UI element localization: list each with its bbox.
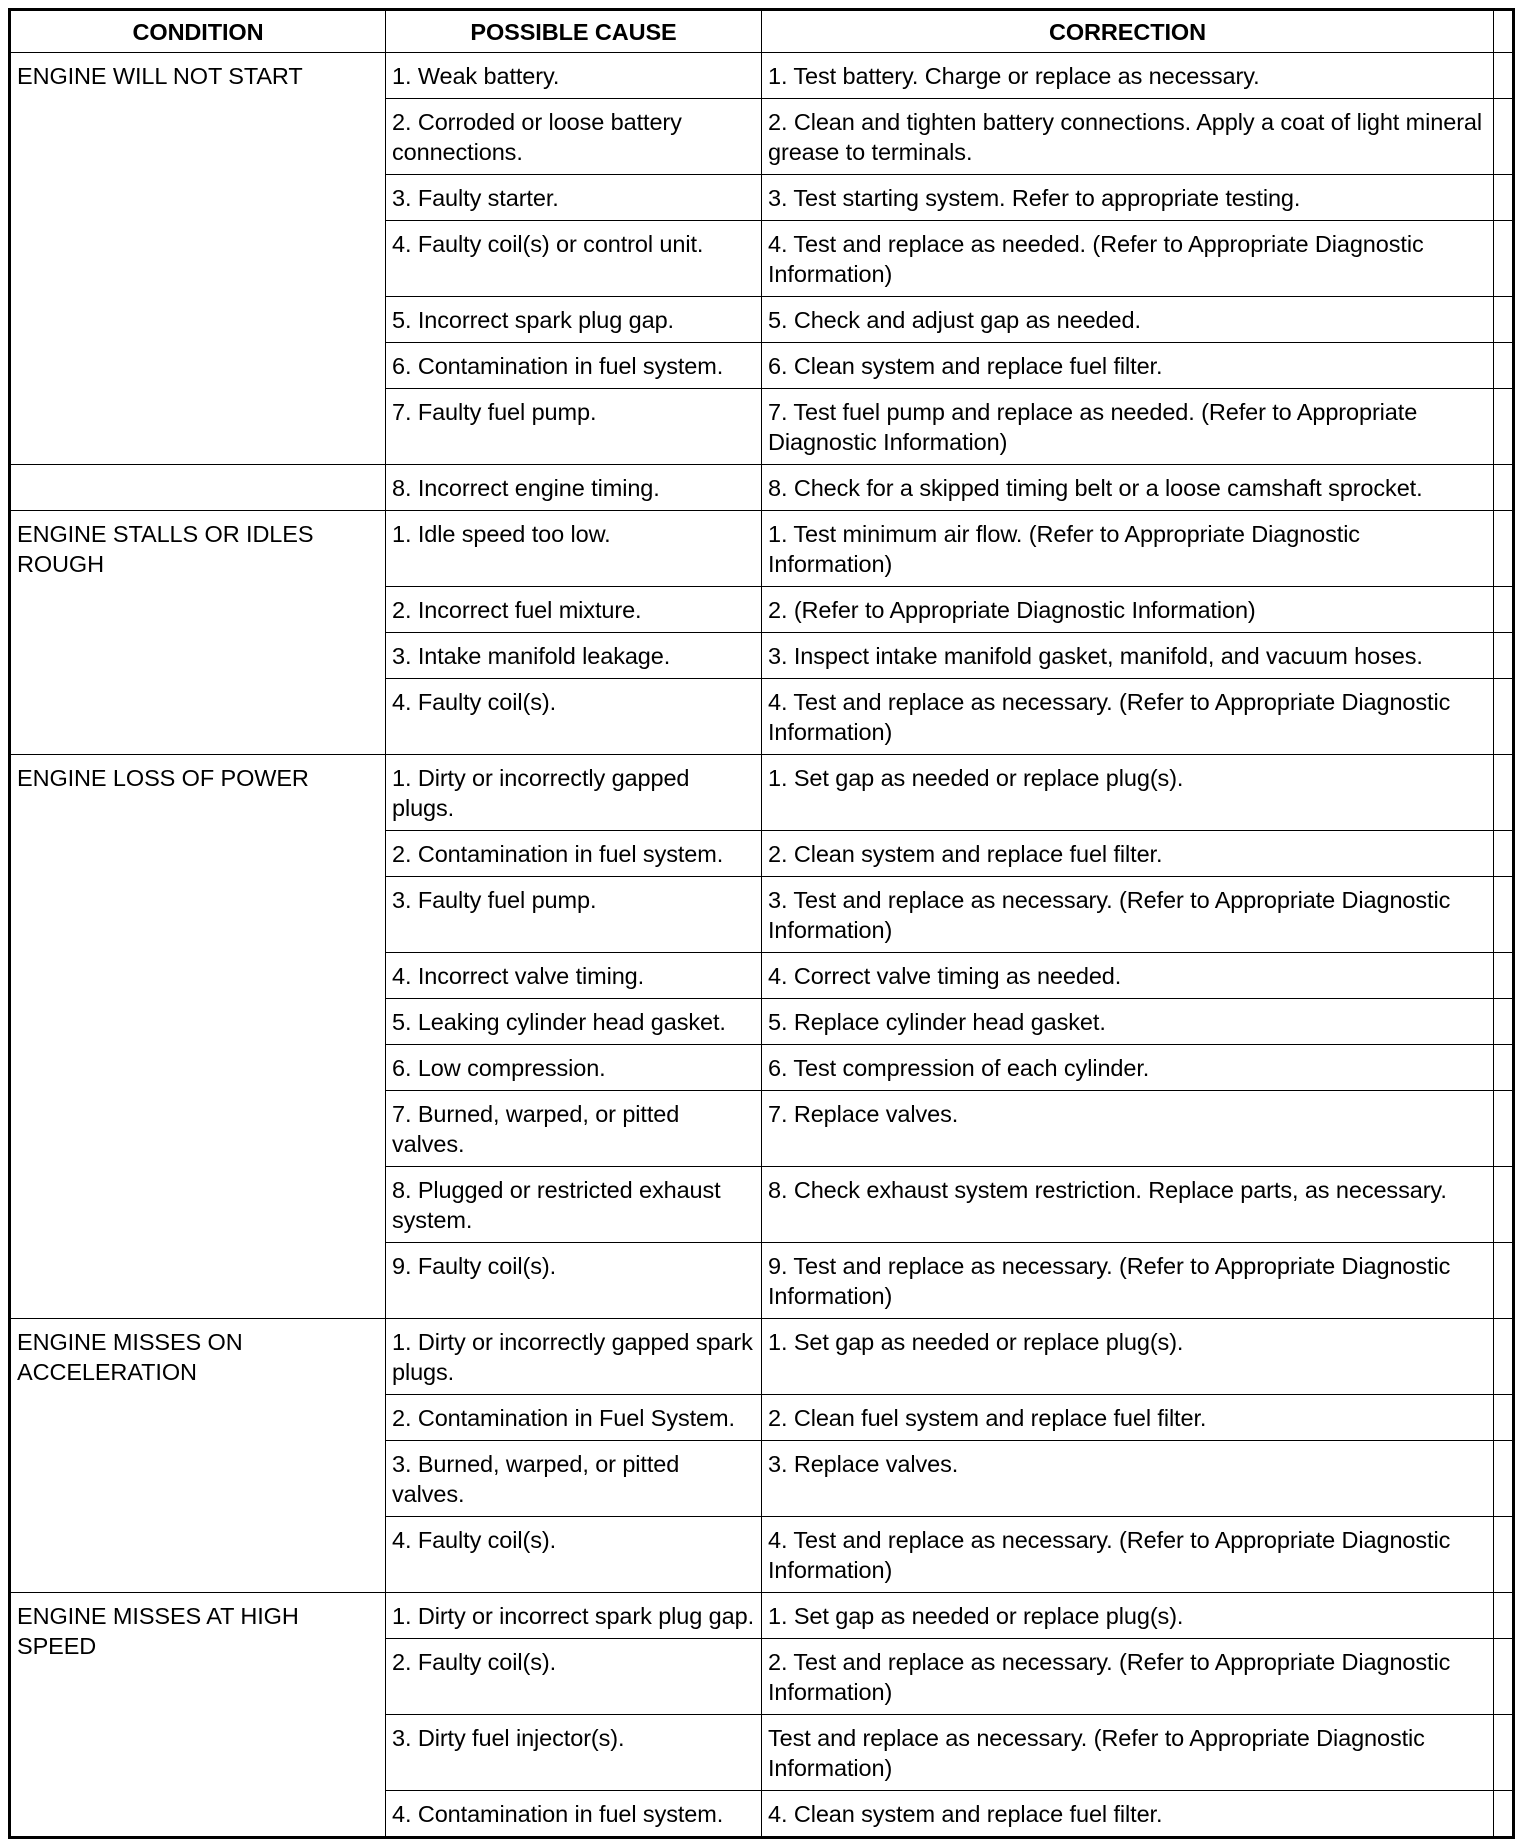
edge-strip: [1494, 1167, 1514, 1243]
edge-strip: [1494, 1791, 1514, 1838]
correction-cell: 4. Test and replace as needed. (Refer to Appropriate Diagnostic Information): [762, 221, 1494, 297]
possible-cause-cell: 3. Intake manifold leakage.: [386, 633, 762, 679]
edge-strip: [1494, 343, 1514, 389]
possible-cause-cell: 4. Faulty coil(s) or control unit.: [386, 221, 762, 297]
table-row: [10, 1319, 1514, 1395]
header-condition: CONDITION: [10, 10, 386, 53]
possible-cause-cell: 2. Corroded or loose battery connections.: [386, 99, 762, 175]
possible-cause-cell: 6. Contamination in fuel system.: [386, 343, 762, 389]
edge-strip: [1494, 1091, 1514, 1167]
correction-cell: 3. Inspect intake manifold gasket, manifold, and vacuum hoses.: [762, 633, 1494, 679]
correction-cell: 8. Check exhaust system restriction. Replace parts, as necessary.: [762, 1167, 1494, 1243]
possible-cause-cell: 1. Dirty or incorrect spark plug gap.: [386, 1593, 762, 1639]
table-row: [10, 511, 1514, 587]
possible-cause-cell: 4. Incorrect valve timing.: [386, 953, 762, 999]
edge-strip: [1494, 999, 1514, 1045]
possible-cause-cell: 8. Plugged or restricted exhaust system.: [386, 1167, 762, 1243]
edge-strip: [1494, 755, 1514, 831]
correction-cell: 1. Set gap as needed or replace plug(s).: [762, 1319, 1494, 1395]
possible-cause-cell: 4. Contamination in fuel system.: [386, 1791, 762, 1838]
edge-strip: [1494, 389, 1514, 465]
possible-cause-cell: 3. Faulty fuel pump.: [386, 877, 762, 953]
table-row: [10, 1593, 1514, 1639]
diagnosis-table: [8, 8, 1515, 1839]
correction-cell: 4. Clean system and replace fuel filter.: [762, 1791, 1494, 1838]
possible-cause-cell: 1. Dirty or incorrectly gapped spark plugs.: [386, 1319, 762, 1395]
correction-cell: 8. Check for a skipped timing belt or a loose camshaft sprocket.: [762, 465, 1494, 511]
correction-cell: 4. Test and replace as necessary. (Refer to Appropriate Diagnostic Information): [762, 679, 1494, 755]
possible-cause-cell: 2. Contamination in fuel system.: [386, 831, 762, 877]
edge-strip: [1494, 1593, 1514, 1639]
possible-cause-cell: 1. Idle speed too low.: [386, 511, 762, 587]
edge-strip: [1494, 1243, 1514, 1319]
edge-strip: [1494, 679, 1514, 755]
possible-cause-cell: 2. Incorrect fuel mixture.: [386, 587, 762, 633]
correction-cell: Test and replace as necessary. (Refer to Appropriate Diagnostic Information): [762, 1715, 1494, 1791]
correction-cell: 1. Test minimum air flow. (Refer to Appropriate Diagnostic Information): [762, 511, 1494, 587]
edge-strip: [1494, 1715, 1514, 1791]
correction-cell: 4. Correct valve timing as needed.: [762, 953, 1494, 999]
edge-strip: [1494, 1045, 1514, 1091]
possible-cause-cell: 3. Dirty fuel injector(s).: [386, 1715, 762, 1791]
correction-cell: 2. Clean system and replace fuel filter.: [762, 831, 1494, 877]
possible-cause-cell: 3. Burned, warped, or pitted valves.: [386, 1441, 762, 1517]
table-row: [10, 465, 1514, 511]
edge-strip: [1494, 99, 1514, 175]
correction-cell: 1. Set gap as needed or replace plug(s).: [762, 755, 1494, 831]
condition-cell: [10, 465, 386, 511]
correction-cell: 3. Test starting system. Refer to appropriate testing.: [762, 175, 1494, 221]
edge-strip: [1494, 1441, 1514, 1517]
edge-strip: [1494, 877, 1514, 953]
edge-strip: [1494, 297, 1514, 343]
table-row: [10, 755, 1514, 831]
possible-cause-cell: 2. Faulty coil(s).: [386, 1639, 762, 1715]
correction-cell: 2. (Refer to Appropriate Diagnostic Information): [762, 587, 1494, 633]
header-correction: CORRECTION: [762, 10, 1494, 53]
edge-strip: [1494, 10, 1514, 53]
possible-cause-cell: 5. Incorrect spark plug gap.: [386, 297, 762, 343]
possible-cause-cell: 4. Faulty coil(s).: [386, 679, 762, 755]
header-possible-cause: POSSIBLE CAUSE: [386, 10, 762, 53]
condition-cell: ENGINE MISSES ON ACCELERATION: [10, 1319, 386, 1593]
table-body: [10, 53, 1514, 1838]
correction-cell: 5. Replace cylinder head gasket.: [762, 999, 1494, 1045]
possible-cause-cell: 6. Low compression.: [386, 1045, 762, 1091]
possible-cause-cell: 2. Contamination in Fuel System.: [386, 1395, 762, 1441]
condition-cell: ENGINE MISSES AT HIGH SPEED: [10, 1593, 386, 1838]
correction-cell: 7. Test fuel pump and replace as needed. (Refer to Appropriate Diagnostic Information): [762, 389, 1494, 465]
condition-cell: ENGINE STALLS OR IDLES ROUGH: [10, 511, 386, 755]
correction-cell: 2. Clean fuel system and replace fuel filter.: [762, 1395, 1494, 1441]
correction-cell: 7. Replace valves.: [762, 1091, 1494, 1167]
edge-strip: [1494, 633, 1514, 679]
correction-cell: 5. Check and adjust gap as needed.: [762, 297, 1494, 343]
edge-strip: [1494, 1395, 1514, 1441]
condition-cell: ENGINE WILL NOT START: [10, 53, 386, 465]
edge-strip: [1494, 53, 1514, 99]
table-row: [10, 53, 1514, 99]
correction-cell: 4. Test and replace as necessary. (Refer to Appropriate Diagnostic Information): [762, 1517, 1494, 1593]
condition-cell: ENGINE LOSS OF POWER: [10, 755, 386, 1319]
possible-cause-cell: 1. Dirty or incorrectly gapped plugs.: [386, 755, 762, 831]
correction-cell: 2. Clean and tighten battery connections. Apply a coat of light mineral grease to terminals.: [762, 99, 1494, 175]
possible-cause-cell: 7. Faulty fuel pump.: [386, 389, 762, 465]
correction-cell: 1. Test battery. Charge or replace as necessary.: [762, 53, 1494, 99]
possible-cause-cell: 5. Leaking cylinder head gasket.: [386, 999, 762, 1045]
correction-cell: 2. Test and replace as necessary. (Refer to Appropriate Diagnostic Information): [762, 1639, 1494, 1715]
possible-cause-cell: 7. Burned, warped, or pitted valves.: [386, 1091, 762, 1167]
correction-cell: 9. Test and replace as necessary. (Refer to Appropriate Diagnostic Information): [762, 1243, 1494, 1319]
edge-strip: [1494, 175, 1514, 221]
edge-strip: [1494, 587, 1514, 633]
edge-strip: [1494, 221, 1514, 297]
edge-strip: [1494, 1319, 1514, 1395]
edge-strip: [1494, 511, 1514, 587]
correction-cell: 3. Test and replace as necessary. (Refer to Appropriate Diagnostic Information): [762, 877, 1494, 953]
possible-cause-cell: 9. Faulty coil(s).: [386, 1243, 762, 1319]
edge-strip: [1494, 1517, 1514, 1593]
edge-strip: [1494, 953, 1514, 999]
correction-cell: 6. Clean system and replace fuel filter.: [762, 343, 1494, 389]
header-row: [10, 10, 1514, 53]
edge-strip: [1494, 831, 1514, 877]
correction-cell: 6. Test compression of each cylinder.: [762, 1045, 1494, 1091]
edge-strip: [1494, 1639, 1514, 1715]
edge-strip: [1494, 465, 1514, 511]
possible-cause-cell: 3. Faulty starter.: [386, 175, 762, 221]
correction-cell: 1. Set gap as needed or replace plug(s).: [762, 1593, 1494, 1639]
possible-cause-cell: 8. Incorrect engine timing.: [386, 465, 762, 511]
possible-cause-cell: 1. Weak battery.: [386, 53, 762, 99]
possible-cause-cell: 4. Faulty coil(s).: [386, 1517, 762, 1593]
correction-cell: 3. Replace valves.: [762, 1441, 1494, 1517]
